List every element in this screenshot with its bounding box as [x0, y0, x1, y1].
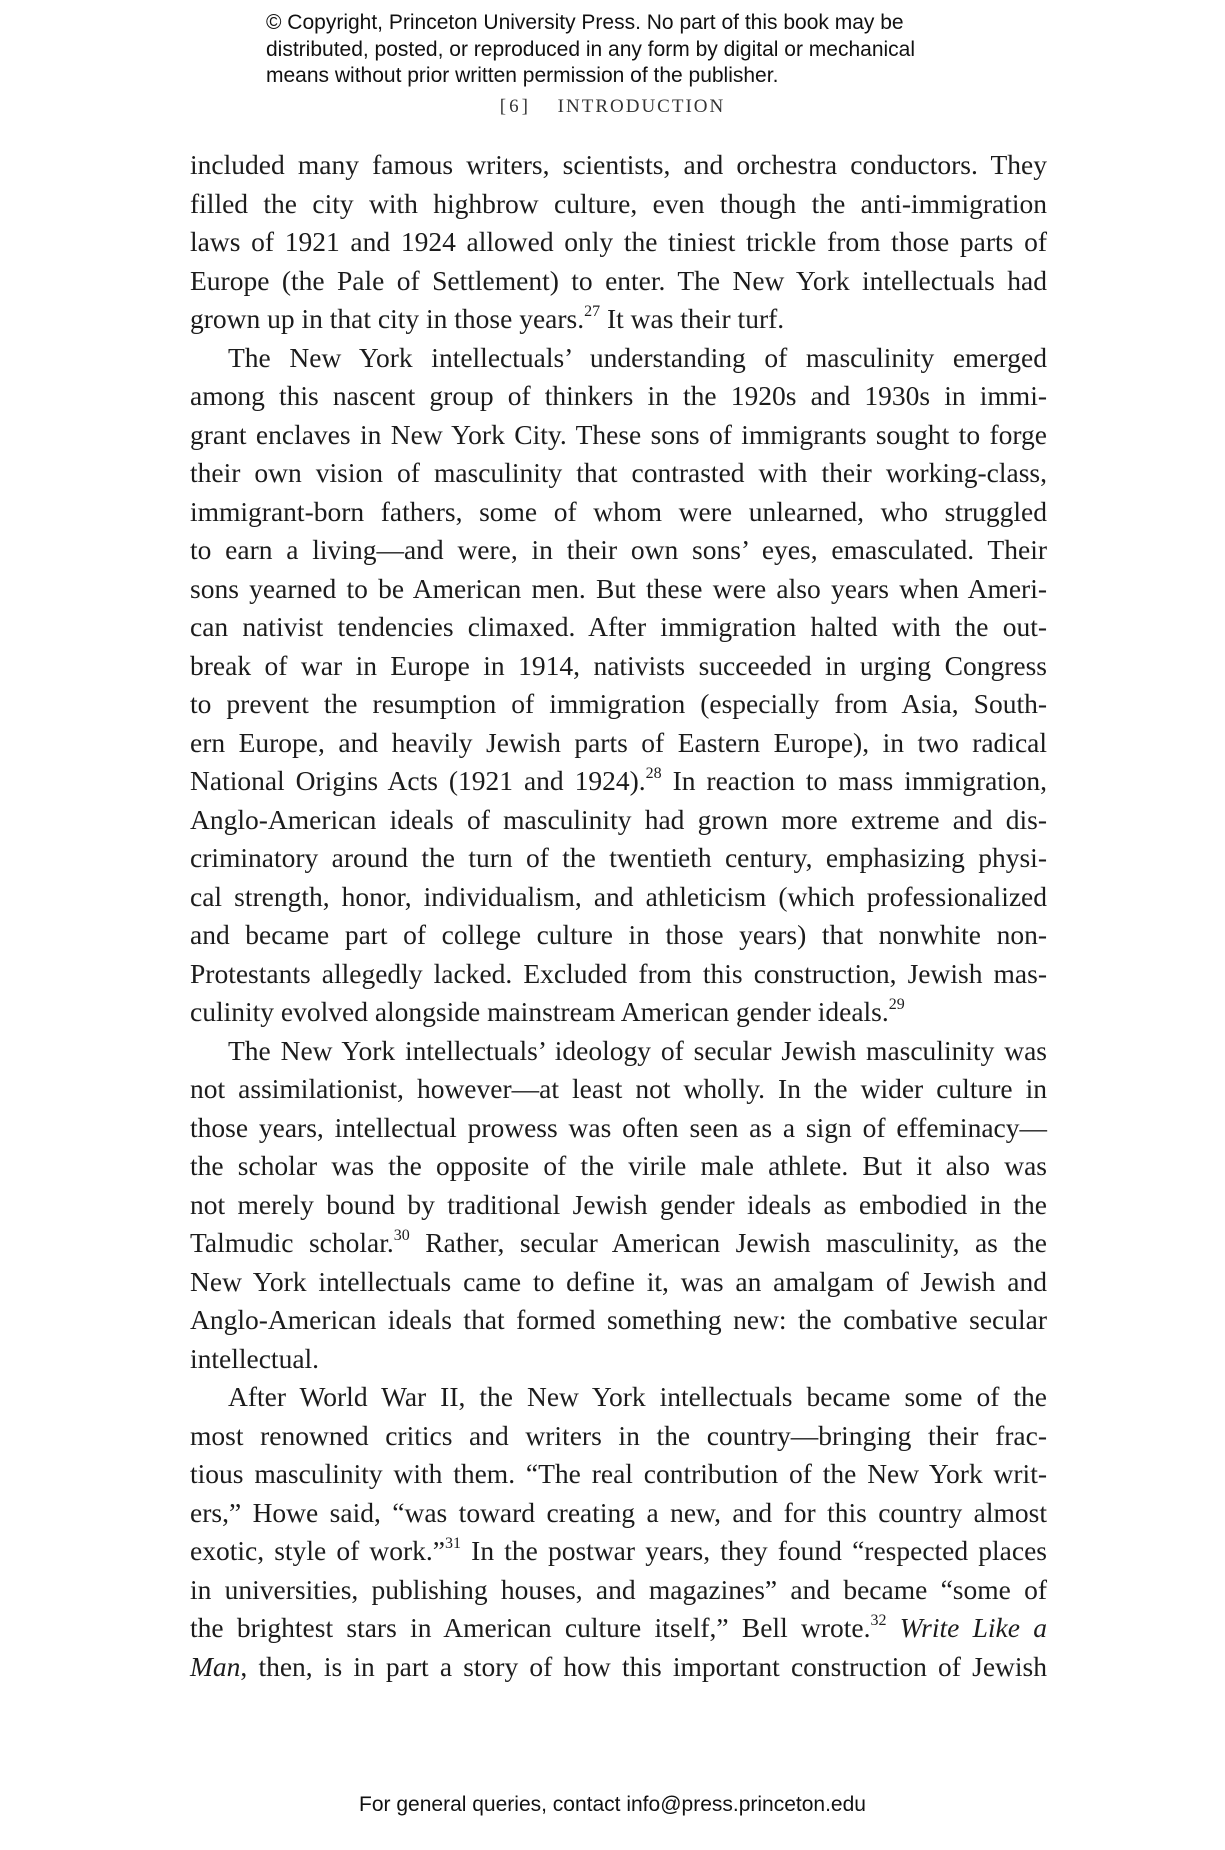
text-run: In the postwar years, they found “respected places	[461, 1535, 1047, 1566]
text-line	[190, 300, 1047, 339]
footer-contact: For general queries, contact info@press.princeton.edu	[359, 1793, 866, 1816]
paragraph	[190, 1378, 1047, 1686]
text-line	[190, 762, 1047, 801]
text-line	[190, 608, 1047, 647]
text-run: laws of 1921 and 1924 allowed only the tiniest trickle from those parts of	[190, 226, 1047, 257]
copyright-line: distributed, posted, or reproduced in any form by digital or mechanical	[266, 37, 916, 61]
text-line	[190, 724, 1047, 763]
text-line	[190, 531, 1047, 570]
text-run: The New York intellectuals’ understanding of masculinity emerged	[228, 341, 1047, 373]
text-run: It was their turf.	[600, 303, 785, 334]
text-run: In reaction to mass immigration,	[661, 765, 1048, 796]
text-run: New York intellectuals came to define it, was an amalgam of Jewish and	[190, 1265, 1047, 1297]
copyright-line: © Copyright, Princeton University Press. No part of this book may be	[266, 11, 904, 34]
text-line	[190, 1070, 1047, 1109]
text-run: not merely bound by traditional Jewish gender ideals as embodied in the	[190, 1188, 1047, 1220]
text-line	[190, 1417, 1047, 1456]
text-run: tious masculinity with them. “The real contribution of the New York writ-	[190, 1458, 1047, 1489]
text-run: National Origins Acts (1921 and 1924).	[190, 765, 646, 796]
text-run: Europe (the Pale of Settlement) to enter. The New York intellectuals had	[190, 264, 1047, 296]
text-run: immigrant-born fathers, some of whom were unlearned, who struggled	[190, 495, 1047, 527]
text-run: those years, intellectual prowess was often seen as a sign of effeminacy—	[190, 1111, 1047, 1143]
text-line	[190, 685, 1047, 724]
footnote-ref: 27	[584, 302, 601, 320]
text-line	[190, 647, 1047, 686]
text-run: most renowned critics and writers in the country—bringing their frac-	[190, 1419, 1047, 1451]
text-run: ern Europe, and heavily Jewish parts of Eastern Europe), in two radical	[190, 726, 1047, 758]
footnote-ref: 30	[393, 1226, 410, 1244]
text-run: , then, is in part a story of how this important construction of Jewish	[240, 1650, 1047, 1682]
text-run: sons yearned to be American men. But these were also years when Ameri-	[190, 572, 1047, 604]
italic-title: Write Like a	[899, 1612, 1047, 1643]
text-run: grown up in that city in those years.	[190, 303, 585, 334]
text-line	[190, 1224, 1047, 1263]
text-line	[190, 801, 1047, 840]
text-run: cal strength, honor, individualism, and athleticism (which professionalized	[190, 880, 1047, 912]
text-line	[190, 1340, 1047, 1379]
text-line	[190, 916, 1047, 955]
text-run: grant enclaves in New York City. These sons of immigrants sought to forge	[190, 418, 1047, 450]
text-line	[190, 955, 1047, 994]
text-line	[190, 1532, 1047, 1571]
text-run: to earn a living—and were, in their own sons’ eyes, emasculated. Their	[190, 534, 1047, 565]
text-line	[190, 454, 1047, 493]
text-line	[190, 223, 1047, 262]
paragraph	[190, 1032, 1047, 1379]
text-line	[190, 1301, 1047, 1340]
text-run: criminatory around the turn of the twentieth century, emphasizing physi-	[190, 842, 1047, 873]
text-run: can nativist tendencies climaxed. After immigration halted with the out-	[190, 611, 1047, 642]
text-line	[190, 1571, 1047, 1610]
text-line	[190, 377, 1047, 416]
text-run: among this nascent group of thinkers in the 1920s and 1930s in immi-	[190, 380, 1047, 411]
text-line	[190, 1186, 1047, 1225]
copyright-line: means without prior written permission of the publisher.	[266, 64, 779, 87]
text-line	[190, 146, 1047, 185]
text-line	[190, 1032, 1047, 1071]
text-line	[190, 993, 1047, 1032]
text-run: Talmudic scholar.	[190, 1227, 394, 1258]
text-line	[190, 1494, 1047, 1533]
text-run: ers,” Howe said, “was toward creating a new, and for this country almost	[190, 1496, 1047, 1528]
section-title: INTRODUCTION	[557, 96, 726, 117]
italic-title: Man	[190, 1650, 241, 1682]
paragraph	[190, 146, 1047, 339]
text-run: included many famous writers, scientists, and orchestra conductors. They	[190, 149, 1047, 180]
paragraph	[190, 339, 1047, 1032]
copyright-notice	[266, 10, 986, 90]
text-run: Anglo-American ideals of masculinity had grown more extreme and dis-	[190, 803, 1047, 835]
footnote-ref: 31	[445, 1534, 461, 1552]
running-head	[0, 96, 1225, 118]
footnote-ref: 29	[888, 995, 905, 1013]
text-line	[190, 493, 1047, 532]
text-run: to prevent the resumption of immigration (especially from Asia, South-	[190, 688, 1047, 719]
text-run: Anglo-American ideals that formed something new: the combative secular	[190, 1304, 1047, 1335]
text-run: exotic, style of work.”	[190, 1535, 445, 1566]
text-run: in universities, publishing houses, and magazines” and became “some of	[190, 1573, 1047, 1605]
text-line	[190, 1109, 1047, 1148]
footnote-ref: 32	[870, 1611, 887, 1629]
text-line	[190, 185, 1047, 224]
text-run: the scholar was the opposite of the virile male athlete. But it also was	[190, 1150, 1047, 1181]
page-number: [6]	[499, 96, 531, 117]
text-line	[190, 570, 1047, 609]
text-line	[190, 1378, 1047, 1417]
text-run: Rather, secular American Jewish masculinity, as the	[409, 1227, 1047, 1258]
text-run: filled the city with highbrow culture, even though the anti-immigration	[190, 187, 1047, 219]
text-run: the brightest stars in American culture itself,” Bell wrote.	[190, 1612, 871, 1643]
body-text	[190, 146, 1047, 1686]
text-line	[190, 1609, 1047, 1648]
text-line	[190, 416, 1047, 455]
text-run: break of war in Europe in 1914, nativists succeeded in urging Congress	[190, 649, 1047, 681]
text-run: After World War II, the New York intellectuals became some of the	[228, 1381, 1047, 1412]
text-line	[190, 262, 1047, 301]
text-run: intellectual.	[190, 1342, 320, 1374]
text-line	[190, 339, 1047, 378]
text-run: their own vision of masculinity that contrasted with their working-class,	[190, 457, 1047, 488]
text-run	[886, 1612, 899, 1643]
text-run: culinity evolved alongside mainstream American gender ideals.	[190, 996, 889, 1027]
text-line	[190, 839, 1047, 878]
text-run: and became part of college culture in those years) that nonwhite non-	[190, 919, 1047, 950]
text-line	[190, 1648, 1047, 1687]
footnote-ref: 28	[645, 764, 662, 782]
text-run: not assimilationist, however—at least not wholly. In the wider culture in	[190, 1073, 1047, 1104]
text-run: Protestants allegedly lacked. Excluded from this construction, Jewish mas-	[190, 957, 1047, 989]
text-line	[190, 1147, 1047, 1186]
text-line	[190, 878, 1047, 917]
text-run: The New York intellectuals’ ideology of secular Jewish masculinity was	[228, 1034, 1047, 1066]
text-line	[190, 1263, 1047, 1302]
text-line	[190, 1455, 1047, 1494]
